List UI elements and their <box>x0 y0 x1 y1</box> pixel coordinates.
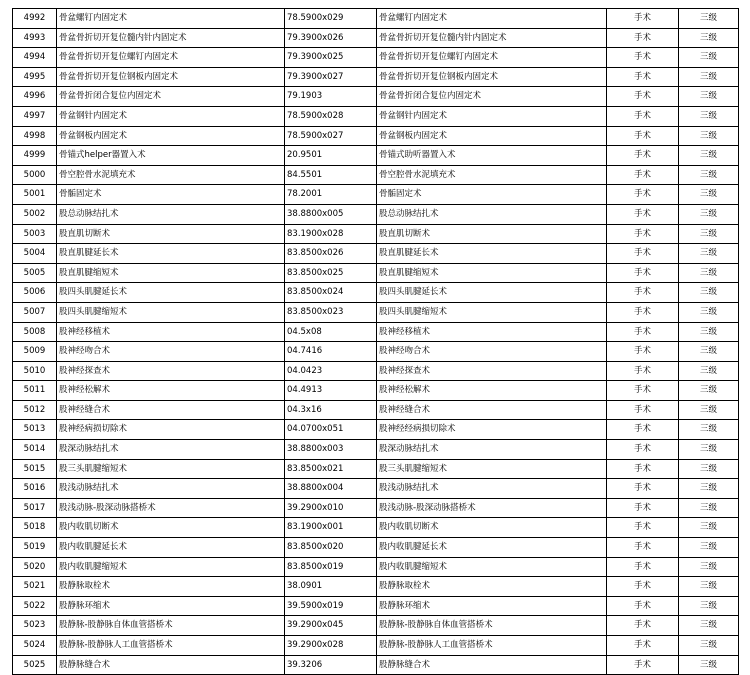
cell-level: 三级 <box>679 224 739 244</box>
cell-name: 股四头肌腱延长术 <box>57 283 285 303</box>
cell-level: 三级 <box>679 9 739 29</box>
cell-level: 三级 <box>679 498 739 518</box>
cell-level: 三级 <box>679 302 739 322</box>
table-row <box>13 322 739 342</box>
table-row <box>13 302 739 322</box>
cell-alias: 股内收肌腱缩短术 <box>377 557 607 577</box>
cell-code: 4992 <box>13 9 57 29</box>
cell-icd_code: 20.9501 <box>285 146 377 166</box>
cell-type: 手术 <box>607 9 679 29</box>
cell-type: 手术 <box>607 48 679 68</box>
cell-icd_code: 38.8800x005 <box>285 204 377 224</box>
cell-icd_code: 83.8500x025 <box>285 263 377 283</box>
cell-code: 5003 <box>13 224 57 244</box>
cell-icd_code: 39.2900x045 <box>285 616 377 636</box>
cell-code: 5013 <box>13 420 57 440</box>
cell-icd_code: 39.5900x019 <box>285 596 377 616</box>
cell-alias: 股内收肌切断术 <box>377 518 607 538</box>
cell-type: 手术 <box>607 146 679 166</box>
cell-level: 三级 <box>679 538 739 558</box>
cell-alias: 股神经探查术 <box>377 361 607 381</box>
cell-name: 股静脉缝合术 <box>57 655 285 675</box>
cell-alias: 骨盆钢针内固定术 <box>377 106 607 126</box>
cell-icd_code: 04.3x16 <box>285 400 377 420</box>
cell-code: 4993 <box>13 28 57 48</box>
cell-level: 三级 <box>679 28 739 48</box>
cell-level: 三级 <box>679 263 739 283</box>
cell-level: 三级 <box>679 479 739 499</box>
cell-code: 5021 <box>13 577 57 597</box>
cell-name: 股内收肌腱缩短术 <box>57 557 285 577</box>
cell-icd_code: 83.8500x023 <box>285 302 377 322</box>
table-row <box>13 459 739 479</box>
cell-name: 骨盆螺钉内固定术 <box>57 9 285 29</box>
cell-alias: 股总动脉结扎术 <box>377 204 607 224</box>
cell-name: 股静脉环缩术 <box>57 596 285 616</box>
table-row <box>13 596 739 616</box>
cell-level: 三级 <box>679 577 739 597</box>
cell-name: 股直肌腱延长术 <box>57 244 285 264</box>
cell-type: 手术 <box>607 400 679 420</box>
table-body <box>13 9 739 675</box>
cell-name: 股直肌腱缩短术 <box>57 263 285 283</box>
cell-icd_code: 78.5900x027 <box>285 126 377 146</box>
cell-type: 手术 <box>607 459 679 479</box>
cell-icd_code: 04.0700x051 <box>285 420 377 440</box>
cell-type: 手术 <box>607 204 679 224</box>
table-row <box>13 87 739 107</box>
cell-name: 骨盆骨折切开复位髓内针内固定术 <box>57 28 285 48</box>
cell-code: 5004 <box>13 244 57 264</box>
cell-alias: 股静脉取栓术 <box>377 577 607 597</box>
cell-level: 三级 <box>679 459 739 479</box>
cell-level: 三级 <box>679 87 739 107</box>
cell-alias: 股浅动脉-股深动脉搭桥术 <box>377 498 607 518</box>
table-row <box>13 126 739 146</box>
cell-icd_code: 04.7416 <box>285 342 377 362</box>
cell-type: 手术 <box>607 518 679 538</box>
cell-code: 4998 <box>13 126 57 146</box>
cell-type: 手术 <box>607 361 679 381</box>
table-row <box>13 244 739 264</box>
cell-alias: 股内收肌腱延长术 <box>377 538 607 558</box>
cell-icd_code: 83.8500x020 <box>285 538 377 558</box>
cell-alias: 股神经经病损切除术 <box>377 420 607 440</box>
table-row <box>13 361 739 381</box>
cell-name: 骨盆骨折切开复位螺钉内固定术 <box>57 48 285 68</box>
cell-icd_code: 04.0423 <box>285 361 377 381</box>
cell-level: 三级 <box>679 557 739 577</box>
cell-name: 股浅动脉-股深动脉搭桥术 <box>57 498 285 518</box>
table-row <box>13 636 739 656</box>
cell-type: 手术 <box>607 596 679 616</box>
cell-type: 手术 <box>607 87 679 107</box>
cell-code: 5005 <box>13 263 57 283</box>
cell-name: 股神经病损切除术 <box>57 420 285 440</box>
cell-code: 5018 <box>13 518 57 538</box>
cell-level: 三级 <box>679 204 739 224</box>
cell-code: 4994 <box>13 48 57 68</box>
table-row <box>13 400 739 420</box>
cell-alias: 骨盆骨折闭合复位内固定术 <box>377 87 607 107</box>
cell-alias: 骨盆骨折切开复位髓内针内固定术 <box>377 28 607 48</box>
cell-alias: 骨盆钢板内固定术 <box>377 126 607 146</box>
cell-type: 手术 <box>607 322 679 342</box>
cell-name: 股静脉取栓术 <box>57 577 285 597</box>
cell-level: 三级 <box>679 283 739 303</box>
cell-code: 5025 <box>13 655 57 675</box>
cell-icd_code: 78.2001 <box>285 185 377 205</box>
cell-name: 骨盆骨折闭合复位内固定术 <box>57 87 285 107</box>
table-row <box>13 420 739 440</box>
cell-type: 手术 <box>607 420 679 440</box>
cell-icd_code: 78.5900x028 <box>285 106 377 126</box>
cell-icd_code: 83.8500x019 <box>285 557 377 577</box>
cell-code: 4997 <box>13 106 57 126</box>
cell-type: 手术 <box>607 106 679 126</box>
table-row <box>13 224 739 244</box>
table-row <box>13 342 739 362</box>
table-row <box>13 498 739 518</box>
cell-code: 5001 <box>13 185 57 205</box>
cell-code: 5006 <box>13 283 57 303</box>
cell-level: 三级 <box>679 655 739 675</box>
cell-icd_code: 79.1903 <box>285 87 377 107</box>
cell-icd_code: 83.1900x028 <box>285 224 377 244</box>
cell-alias: 骨骺固定术 <box>377 185 607 205</box>
cell-alias: 股神经松解术 <box>377 381 607 401</box>
cell-icd_code: 79.3900x027 <box>285 67 377 87</box>
cell-name: 股内收肌切断术 <box>57 518 285 538</box>
cell-code: 5002 <box>13 204 57 224</box>
cell-alias: 股浅动脉结扎术 <box>377 479 607 499</box>
table-row <box>13 557 739 577</box>
cell-icd_code: 38.0901 <box>285 577 377 597</box>
cell-icd_code: 83.8500x026 <box>285 244 377 264</box>
cell-name: 股直肌切断术 <box>57 224 285 244</box>
cell-type: 手术 <box>607 381 679 401</box>
cell-type: 手术 <box>607 28 679 48</box>
cell-type: 手术 <box>607 302 679 322</box>
cell-level: 三级 <box>679 636 739 656</box>
cell-alias: 股深动脉结扎术 <box>377 440 607 460</box>
cell-code: 5016 <box>13 479 57 499</box>
cell-type: 手术 <box>607 283 679 303</box>
table-row <box>13 67 739 87</box>
cell-type: 手术 <box>607 263 679 283</box>
cell-level: 三级 <box>679 106 739 126</box>
cell-level: 三级 <box>679 342 739 362</box>
cell-code: 5019 <box>13 538 57 558</box>
table-row <box>13 518 739 538</box>
procedure-table <box>12 8 739 675</box>
cell-icd_code: 83.8500x021 <box>285 459 377 479</box>
cell-type: 手术 <box>607 479 679 499</box>
cell-type: 手术 <box>607 342 679 362</box>
cell-level: 三级 <box>679 361 739 381</box>
cell-code: 5010 <box>13 361 57 381</box>
cell-type: 手术 <box>607 165 679 185</box>
cell-level: 三级 <box>679 165 739 185</box>
table-row <box>13 204 739 224</box>
cell-alias: 股静脉环缩术 <box>377 596 607 616</box>
cell-icd_code: 78.5900x029 <box>285 9 377 29</box>
cell-level: 三级 <box>679 126 739 146</box>
cell-alias: 股四头肌腱缩短术 <box>377 302 607 322</box>
cell-alias: 股三头肌腱缩短术 <box>377 459 607 479</box>
cell-name: 股神经探查术 <box>57 361 285 381</box>
cell-code: 5008 <box>13 322 57 342</box>
cell-name: 骨盆骨折切开复位钢板内固定术 <box>57 67 285 87</box>
cell-alias: 股直肌切断术 <box>377 224 607 244</box>
cell-code: 5007 <box>13 302 57 322</box>
cell-code: 5011 <box>13 381 57 401</box>
cell-code: 4996 <box>13 87 57 107</box>
cell-code: 4995 <box>13 67 57 87</box>
cell-type: 手术 <box>607 616 679 636</box>
cell-level: 三级 <box>679 518 739 538</box>
cell-type: 手术 <box>607 440 679 460</box>
cell-level: 三级 <box>679 420 739 440</box>
cell-level: 三级 <box>679 67 739 87</box>
cell-name: 股静脉-股静脉自体血管搭桥术 <box>57 616 285 636</box>
cell-alias: 股直肌腱延长术 <box>377 244 607 264</box>
table-row <box>13 440 739 460</box>
cell-icd_code: 04.5x08 <box>285 322 377 342</box>
cell-code: 5023 <box>13 616 57 636</box>
cell-level: 三级 <box>679 616 739 636</box>
cell-code: 5017 <box>13 498 57 518</box>
cell-level: 三级 <box>679 400 739 420</box>
cell-level: 三级 <box>679 185 739 205</box>
table-row <box>13 9 739 29</box>
cell-name: 骨空腔骨水泥填充术 <box>57 165 285 185</box>
table-row <box>13 655 739 675</box>
cell-icd_code: 39.3206 <box>285 655 377 675</box>
cell-level: 三级 <box>679 596 739 616</box>
cell-alias: 骨盆骨折切开复位钢板内固定术 <box>377 67 607 87</box>
cell-icd_code: 38.8800x003 <box>285 440 377 460</box>
cell-type: 手术 <box>607 636 679 656</box>
cell-alias: 骨空腔骨水泥填充术 <box>377 165 607 185</box>
cell-alias: 股四头肌腱延长术 <box>377 283 607 303</box>
table-row <box>13 616 739 636</box>
cell-code: 5020 <box>13 557 57 577</box>
cell-name: 股浅动脉结扎术 <box>57 479 285 499</box>
cell-alias: 股神经吻合术 <box>377 342 607 362</box>
cell-name: 股神经缝合术 <box>57 400 285 420</box>
cell-level: 三级 <box>679 440 739 460</box>
cell-name: 骨锚式helper器置入术 <box>57 146 285 166</box>
cell-name: 骨盆钢针内固定术 <box>57 106 285 126</box>
cell-alias: 股静脉-股静脉人工血管搭桥术 <box>377 636 607 656</box>
cell-code: 5009 <box>13 342 57 362</box>
cell-name: 股神经吻合术 <box>57 342 285 362</box>
cell-alias: 骨盆螺钉内固定术 <box>377 9 607 29</box>
cell-level: 三级 <box>679 381 739 401</box>
cell-alias: 骨盆骨折切开复位螺钉内固定术 <box>377 48 607 68</box>
cell-icd_code: 38.8800x004 <box>285 479 377 499</box>
cell-name: 股三头肌腱缩短术 <box>57 459 285 479</box>
table-row <box>13 106 739 126</box>
cell-code: 5015 <box>13 459 57 479</box>
cell-code: 5012 <box>13 400 57 420</box>
cell-level: 三级 <box>679 322 739 342</box>
cell-type: 手术 <box>607 67 679 87</box>
cell-icd_code: 39.2900x028 <box>285 636 377 656</box>
cell-icd_code: 83.1900x001 <box>285 518 377 538</box>
cell-code: 5022 <box>13 596 57 616</box>
table-row <box>13 185 739 205</box>
cell-alias: 股神经移植术 <box>377 322 607 342</box>
cell-name: 骨盆钢板内固定术 <box>57 126 285 146</box>
cell-type: 手术 <box>607 244 679 264</box>
table-row <box>13 538 739 558</box>
cell-name: 股神经移植术 <box>57 322 285 342</box>
cell-code: 5024 <box>13 636 57 656</box>
cell-name: 股内收肌腱延长术 <box>57 538 285 558</box>
cell-code: 5000 <box>13 165 57 185</box>
cell-icd_code: 79.3900x025 <box>285 48 377 68</box>
cell-icd_code: 79.3900x026 <box>285 28 377 48</box>
cell-type: 手术 <box>607 185 679 205</box>
cell-name: 骨骺固定术 <box>57 185 285 205</box>
cell-icd_code: 39.2900x010 <box>285 498 377 518</box>
cell-alias: 骨锚式助听器置入术 <box>377 146 607 166</box>
cell-type: 手术 <box>607 224 679 244</box>
cell-name: 股深动脉结扎术 <box>57 440 285 460</box>
cell-type: 手术 <box>607 655 679 675</box>
cell-name: 股静脉-股静脉人工血管搭桥术 <box>57 636 285 656</box>
cell-icd_code: 83.8500x024 <box>285 283 377 303</box>
cell-level: 三级 <box>679 244 739 264</box>
cell-type: 手术 <box>607 557 679 577</box>
table-row <box>13 381 739 401</box>
table-row <box>13 48 739 68</box>
cell-type: 手术 <box>607 126 679 146</box>
table-row <box>13 28 739 48</box>
cell-alias: 股直肌腱缩短术 <box>377 263 607 283</box>
table-row <box>13 146 739 166</box>
table-row <box>13 165 739 185</box>
cell-type: 手术 <box>607 498 679 518</box>
table-row <box>13 577 739 597</box>
cell-level: 三级 <box>679 48 739 68</box>
cell-icd_code: 84.5501 <box>285 165 377 185</box>
cell-level: 三级 <box>679 146 739 166</box>
table-row <box>13 479 739 499</box>
cell-alias: 股静脉缝合术 <box>377 655 607 675</box>
cell-code: 4999 <box>13 146 57 166</box>
cell-name: 股四头肌腱缩短术 <box>57 302 285 322</box>
cell-type: 手术 <box>607 538 679 558</box>
cell-alias: 股神经缝合术 <box>377 400 607 420</box>
cell-type: 手术 <box>607 577 679 597</box>
cell-alias: 股静脉-股静脉自体血管搭桥术 <box>377 616 607 636</box>
cell-name: 股神经松解术 <box>57 381 285 401</box>
table-row <box>13 263 739 283</box>
cell-icd_code: 04.4913 <box>285 381 377 401</box>
cell-name: 股总动脉结扎术 <box>57 204 285 224</box>
table-row <box>13 283 739 303</box>
cell-code: 5014 <box>13 440 57 460</box>
